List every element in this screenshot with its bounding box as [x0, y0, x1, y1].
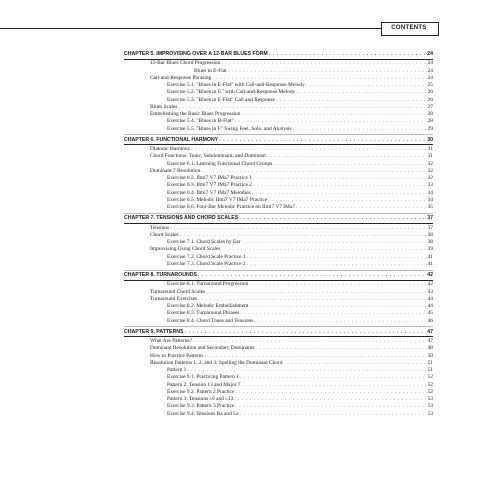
leader-dots	[240, 374, 427, 381]
toc-entry-label: Pattern 2: Tension 13 and Major 7	[167, 381, 241, 388]
toc-page-number: 47	[427, 338, 433, 344]
toc-page-number: 39	[427, 246, 433, 253]
toc-page-number: 32	[427, 175, 433, 181]
toc-page-number: 48	[427, 345, 433, 352]
toc-page-number: 31	[427, 146, 433, 152]
leader-dots	[228, 68, 427, 75]
toc-page-number: 53	[427, 410, 433, 417]
toc-chapter[interactable]	[124, 51, 433, 58]
leader-dots	[249, 281, 426, 288]
toc-page-number: 42	[427, 272, 433, 278]
toc-entry[interactable]	[150, 225, 433, 232]
toc-entry-label: CHAPTER 8. TURNAROUNDS	[124, 272, 197, 278]
leader-dots	[222, 246, 427, 253]
toc-page-number: 44	[427, 295, 433, 302]
toc-entry-label: Exercise 8.1. Turnaround Progression	[167, 281, 249, 288]
leader-dots	[284, 360, 427, 367]
leader-dots	[247, 261, 427, 268]
toc-entry[interactable]	[167, 161, 433, 168]
toc-entry[interactable]	[167, 396, 433, 403]
toc-entry[interactable]	[150, 353, 433, 360]
toc-page-number: 46	[427, 317, 433, 324]
leader-dots	[221, 60, 426, 67]
toc-entry-label: Exercise 7.3. Chord Scale Practice 2	[167, 260, 246, 267]
toc-entry-label: Exercise 8.3. Turnaround Phrases	[167, 310, 240, 317]
toc-page-number: 41	[427, 260, 433, 267]
toc-entry[interactable]	[167, 254, 433, 261]
toc-entry[interactable]	[167, 382, 433, 389]
leader-dots	[201, 168, 426, 175]
toc-page-number: 37	[427, 224, 433, 231]
leader-dots	[219, 137, 426, 144]
toc-page-number: 29	[427, 125, 433, 132]
leader-dots	[193, 338, 427, 345]
leader-dots	[170, 225, 427, 232]
toc-entry-label: Call-and-Response Phrasing	[150, 74, 212, 81]
leader-dots	[235, 118, 427, 125]
toc-entry-label: Pattern 3: Tensions ♭9 and ♭13	[167, 396, 234, 402]
toc-entry-label: Blues Scales	[150, 103, 178, 110]
toc-entry[interactable]	[150, 296, 433, 303]
leader-dots	[256, 345, 427, 352]
leader-dots	[204, 353, 426, 360]
toc-entry-label: CHAPTER 7. TENSIONS AND CHORD SCALES	[124, 215, 239, 222]
toc-page-number: 53	[427, 403, 433, 410]
leader-dots	[240, 310, 426, 317]
toc-entry-label: Exercise 7.2. Chord Scale Practice 1	[167, 253, 246, 260]
toc-entry-label: Exercise 6.6. Four-Bar Melodic Practice on IImi7 V7 IMa7	[167, 204, 295, 210]
leader-dots	[273, 161, 426, 168]
toc-entry-label: Exercise 5.4. "Blues in B-Flat"	[167, 118, 234, 125]
toc-chapter[interactable]	[124, 329, 433, 336]
leader-dots	[180, 232, 427, 239]
toc-entry[interactable]	[150, 338, 433, 345]
toc-page-number: 53	[427, 396, 433, 402]
toc-entry-label: Exercise 6.2. IImi7 V7 IMa7 Practice 1	[167, 175, 252, 181]
leader-dots	[306, 82, 427, 89]
toc-page-number: 42	[427, 281, 433, 288]
toc-page-number: 30	[427, 136, 433, 143]
toc-page-number: 34	[427, 189, 433, 196]
leader-dots	[296, 204, 427, 211]
toc-entry-label: Exercise 6.1. Learning Functional Chord Groups	[167, 160, 273, 167]
toc-entry-label: Exercise 9.4. Tensions Ra and Le	[167, 410, 239, 417]
toc-entry[interactable]	[167, 261, 433, 268]
toc-entry-label: Embellishing the Basic Blues Progression	[150, 111, 241, 117]
toc-entry-label: Exercise 5.1. "Blues in E-Flat" with Call-and-Response Melody	[167, 82, 305, 88]
section-divider	[124, 326, 433, 327]
toc-entry-label: Blues in E-Flat	[194, 67, 227, 74]
toc-page-number: 52	[427, 381, 433, 388]
section-divider	[124, 213, 433, 214]
toc-page-number: 37	[427, 215, 433, 222]
toc-page-number: 47	[427, 328, 433, 335]
toc-page-number: 41	[427, 253, 433, 260]
toc-page-number: 43	[427, 288, 433, 295]
section-divider	[124, 134, 433, 135]
toc-entry-label: Exercise 9.3. Pattern 3 Practice	[167, 403, 235, 410]
toc-entry[interactable]	[167, 389, 433, 396]
toc-entry[interactable]	[150, 153, 433, 160]
toc-entry[interactable]	[167, 126, 433, 133]
toc-page-number: 38	[427, 239, 433, 245]
leader-dots	[198, 296, 426, 303]
leader-dots	[184, 329, 426, 336]
toc-entry-label: Tensions	[150, 224, 170, 231]
toc-chapter[interactable]	[124, 272, 433, 279]
toc-entry-label: Chord Scales	[150, 231, 179, 238]
toc-entry[interactable]	[167, 318, 433, 325]
toc-entry[interactable]	[150, 345, 433, 352]
toc-page-number: 51	[427, 359, 433, 366]
toc-page-number: 38	[427, 231, 433, 238]
leader-dots	[178, 104, 426, 111]
leader-dots	[241, 111, 426, 118]
toc-chapter[interactable]	[124, 215, 433, 222]
toc-page-number: 50	[427, 352, 433, 359]
toc-entry[interactable]	[150, 104, 433, 111]
toc-entry-label: How to Practice Patterns	[150, 352, 204, 359]
toc-entry[interactable]	[150, 111, 433, 118]
toc-entry[interactable]	[167, 411, 433, 418]
leader-dots	[249, 303, 426, 310]
toc-page-number: 24	[427, 51, 433, 57]
toc-entry-label: Pattern 1	[167, 367, 187, 373]
toc-entry-label: Exercise 9.2. Pattern 2 Practice	[167, 388, 235, 395]
toc-entry-label: Turnaround Chord Scales	[150, 288, 206, 295]
leader-dots	[212, 75, 426, 82]
toc-page-number: 25	[427, 82, 433, 88]
leader-dots	[191, 146, 426, 153]
toc-entry-label: Dominant Resolution and Secondary Dominants	[150, 345, 255, 352]
toc-entry[interactable]	[167, 281, 433, 288]
toc-entry[interactable]	[150, 60, 433, 67]
toc-entry-label: Exercise 6.3. IImi7 V7 IMa7 Practice 2	[167, 182, 252, 189]
section-divider	[124, 270, 433, 271]
toc-page-number: 51	[427, 367, 433, 373]
toc-entry[interactable]	[150, 246, 433, 253]
toc-entry[interactable]	[167, 197, 433, 204]
leader-dots	[241, 382, 426, 389]
toc-page-number: 28	[427, 111, 433, 117]
leader-dots	[235, 389, 426, 396]
toc-entry-label: Exercise 8.4. Chord Tones and Tensions	[167, 317, 254, 324]
leader-dots	[206, 289, 426, 296]
toc-entry-label: Exercise 9.1. Practicing Pattern 1	[167, 374, 239, 381]
leader-dots	[240, 411, 427, 418]
toc-entry[interactable]	[167, 89, 433, 96]
toc-page-number: 24	[427, 74, 433, 81]
leader-dots	[242, 239, 427, 246]
toc-entry-label: Exercise 7.1. Chord Scales by Ear	[167, 239, 241, 245]
toc-entry-label: CHAPTER 5. IMPROVISING OVER A 12-BAR BLUES FORM	[124, 51, 268, 57]
leader-dots	[235, 403, 426, 410]
toc-entry-label: CHAPTER 6. FUNCTIONAL HARMONY	[124, 136, 219, 143]
leader-dots	[234, 396, 426, 403]
toc-entry-label: Exercise 5.2. "Blues in G" with Call-and-Response Melody	[167, 89, 296, 96]
toc-entry-label: Improvising Using Chord Scales	[150, 246, 221, 253]
toc-entry[interactable]	[150, 289, 433, 296]
toc-entry-label: Exercise 5.5. "Blues in F" Swing Feel, Solo, and Analysis	[167, 125, 292, 132]
leader-dots	[247, 254, 427, 261]
leader-dots	[198, 272, 426, 279]
toc-entry[interactable]	[150, 232, 433, 239]
toc-entry[interactable]	[167, 82, 433, 89]
toc-page-number: 44	[427, 303, 433, 309]
toc-entry[interactable]	[194, 68, 433, 75]
toc-entry[interactable]	[150, 75, 433, 82]
leader-dots	[269, 51, 426, 58]
toc-entry-label: What Are Patterns?	[150, 338, 192, 344]
toc-entry-label: Diatonic Harmony	[150, 146, 191, 152]
toc-entry-label: Exercise 8.2. Melodic Embellishment	[167, 303, 249, 309]
toc-entry[interactable]	[167, 182, 433, 189]
leader-dots	[296, 89, 426, 96]
leader-dots	[253, 182, 427, 189]
toc-page-number: 26	[427, 89, 433, 96]
leader-dots	[293, 126, 427, 133]
toc-entry[interactable]	[167, 303, 433, 310]
leader-dots	[268, 197, 426, 204]
toc-entry[interactable]	[167, 97, 433, 104]
toc-page-number: 33	[427, 182, 433, 189]
toc-page-number: 28	[427, 118, 433, 125]
toc-entry[interactable]	[167, 367, 433, 374]
toc-entry[interactable]	[150, 146, 433, 153]
leader-dots	[267, 153, 427, 160]
toc-entry[interactable]	[150, 360, 433, 367]
toc-entry[interactable]	[167, 118, 433, 125]
toc-page-number: 26	[427, 96, 433, 103]
toc-entry-label: Resolution Patterns 1, 2, and 3: Spelling the Dominant Chord	[150, 359, 283, 366]
toc-entry[interactable]	[167, 190, 433, 197]
toc-page-number: 45	[427, 310, 433, 317]
toc-chapter[interactable]	[124, 137, 433, 144]
toc-entry-label: Chord Functions: Tonic, Subdominant, and Dominant	[150, 153, 266, 160]
leader-dots	[253, 175, 427, 182]
toc-entry-label: CHAPTER 9. PATTERNS	[124, 328, 184, 335]
toc-page-number: 27	[427, 103, 433, 110]
toc-page-number: 52	[427, 374, 433, 381]
leader-dots	[239, 215, 426, 222]
leader-dots	[187, 367, 426, 374]
toc-page-number: 32	[427, 160, 433, 167]
toc-entry-label: Exercise 6.4. IImi7 V7 IMa7 Melodies	[167, 189, 251, 196]
toc-entry[interactable]	[150, 168, 433, 175]
toc-entry[interactable]	[167, 374, 433, 381]
toc-entry[interactable]	[167, 204, 433, 211]
toc-entry[interactable]	[167, 239, 433, 246]
page-title: CONTENTS	[391, 25, 427, 31]
toc-entry-label: Exercise 5.3. "Blues in E-Flat" Call and Response	[167, 96, 275, 103]
toc-entry-label: 12-Bar Blues Chord Progression	[150, 60, 221, 67]
toc-page-number: 24	[427, 60, 433, 67]
toc-entry-label: Turnaround Exercises	[150, 295, 198, 302]
toc-page-number: 31	[427, 153, 433, 160]
toc-entry[interactable]	[167, 175, 433, 182]
toc-entry-label: Dominant 7 Resolution	[150, 167, 201, 174]
toc-page-number: 32	[427, 167, 433, 174]
leader-dots	[276, 97, 427, 104]
leader-dots	[254, 318, 426, 325]
toc-entry[interactable]	[167, 403, 433, 410]
toc-entry-label: Exercise 6.5. Melodic IImi7 V7 IMa7 Practice	[167, 196, 268, 203]
toc-page-number: 52	[427, 388, 433, 395]
toc-page-number: 24	[427, 67, 433, 74]
toc-page-number: 35	[427, 204, 433, 210]
toc-page-number: 34	[427, 196, 433, 203]
toc-entry[interactable]	[167, 310, 433, 317]
leader-dots	[252, 190, 427, 197]
